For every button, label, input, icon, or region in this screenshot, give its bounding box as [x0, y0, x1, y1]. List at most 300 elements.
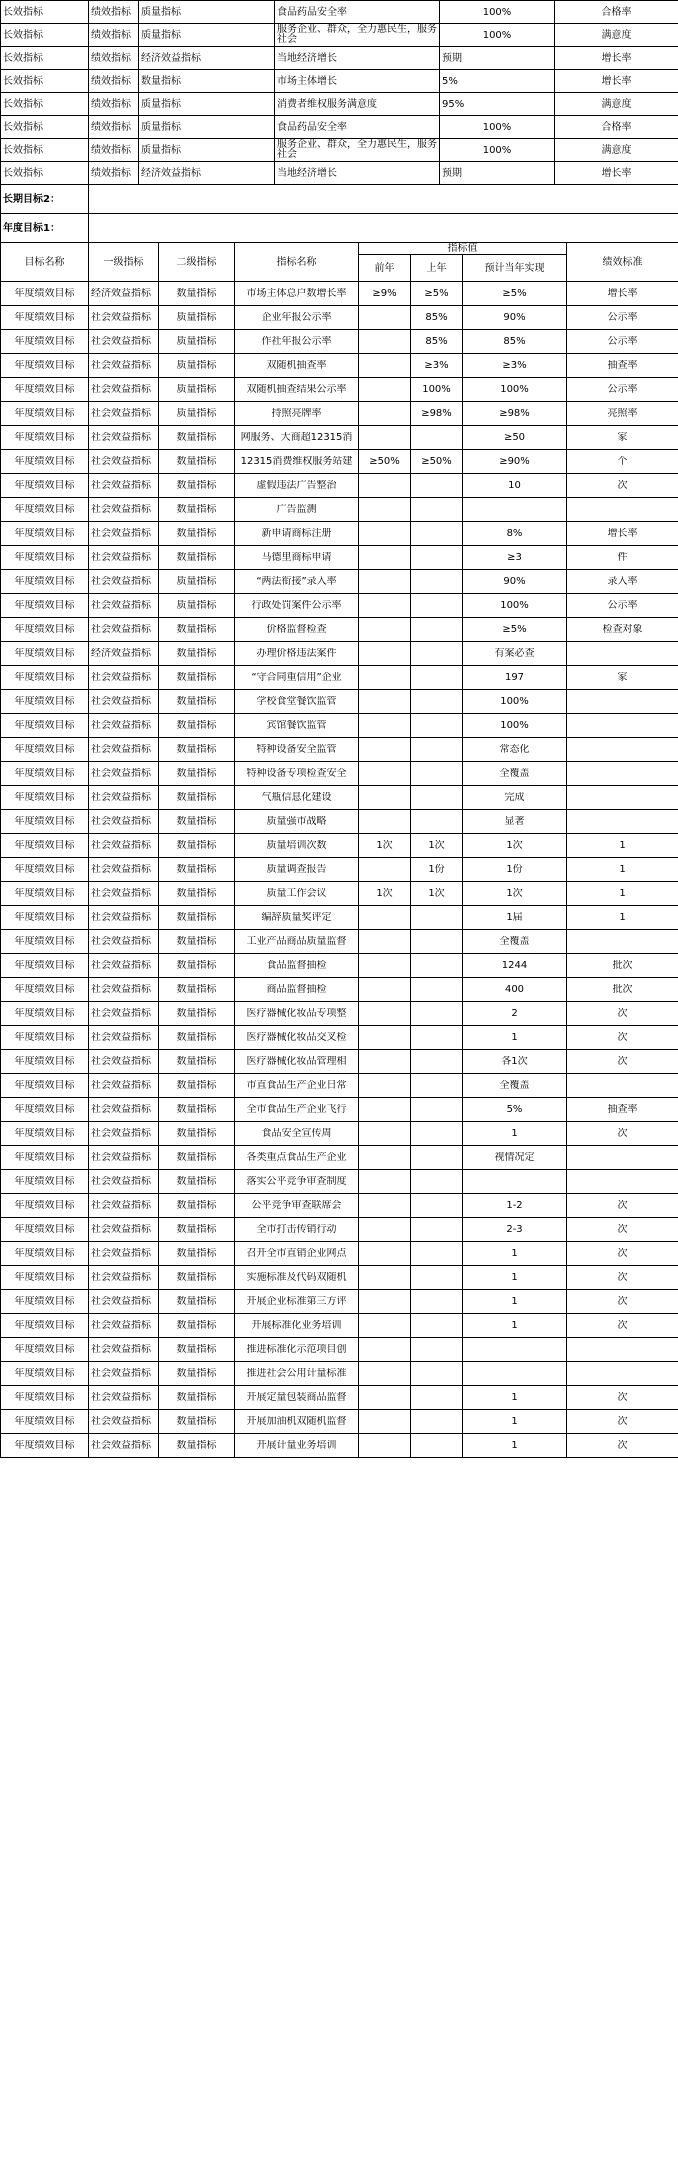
indicator-name-cell-text: 特种设备安全监管 [256, 744, 337, 755]
table-row [1, 378, 678, 402]
indicator-name-cell-text: 落实公平竞争审查制度 [246, 1176, 347, 1187]
expected-cell [463, 954, 567, 978]
target-name-cell [1, 1170, 89, 1194]
table-row [1, 498, 678, 522]
perf-standard-cell-text: 次 [617, 1008, 628, 1019]
level2-cell [159, 306, 235, 330]
top-cell: 绩效指标 [89, 139, 139, 162]
table-row [1, 1218, 678, 1242]
indicator-name-cell [235, 306, 359, 330]
level2-cell [159, 930, 235, 954]
table-row [1, 1386, 678, 1410]
prev-year-cell [359, 1362, 411, 1386]
top-cell: 质量指标 [139, 1, 275, 24]
expected-cell-text: ≥90% [499, 456, 530, 467]
last-year-cell-text: 85% [425, 312, 448, 323]
target-name-cell-text: 年度绩效目标 [14, 1272, 75, 1283]
prev-year-cell [359, 594, 411, 618]
level2-cell [159, 1026, 235, 1050]
expected-cell-text: 8% [506, 528, 523, 539]
target-name-cell-text: 年度绩效目标 [14, 744, 75, 755]
prev-year-cell-text: ≥9% [372, 288, 397, 299]
level2-cell [159, 1074, 235, 1098]
target-name-cell-text: 年度绩效目标 [14, 1296, 75, 1307]
level2-cell [159, 1218, 235, 1242]
level2-cell-text: 数量指标 [176, 864, 217, 875]
annual-target-label: 年度目标1： [1, 214, 89, 243]
prev-year-cell [359, 954, 411, 978]
level1-cell [89, 1194, 159, 1218]
expected-cell [463, 1002, 567, 1026]
level2-cell-text: 数量指标 [176, 816, 217, 827]
indicator-name-cell [235, 738, 359, 762]
level1-cell-text: 社会效益指标 [91, 1128, 151, 1139]
indicator-name-cell [235, 666, 359, 690]
expected-cell-text: 1 [511, 1296, 518, 1307]
target-name-cell [1, 834, 89, 858]
perf-standard-cell-text: 录入率 [607, 576, 638, 587]
perf-standard-cell [567, 1194, 678, 1218]
indicator-name-cell-text: “两法衔接”录入率 [256, 576, 337, 587]
level1-cell [89, 906, 159, 930]
level2-cell-text: 数量指标 [176, 696, 217, 707]
target-name-cell-text: 年度绩效目标 [14, 648, 75, 659]
last-year-cell [411, 1122, 463, 1146]
prev-year-cell [359, 1314, 411, 1338]
target-name-cell [1, 474, 89, 498]
prev-year-cell [359, 834, 411, 858]
table-row [1, 1434, 678, 1458]
top-cell: 增长率 [555, 47, 678, 70]
expected-cell [463, 546, 567, 570]
level2-cell [159, 1002, 235, 1026]
prev-year-cell [359, 810, 411, 834]
level2-cell-text: 数量指标 [176, 912, 217, 923]
header-level1: 一级指标 [89, 243, 159, 282]
perf-standard-cell [567, 1170, 678, 1194]
expected-cell-text: ≥3% [502, 360, 527, 371]
level2-cell [159, 570, 235, 594]
expected-cell-text: 1 [511, 1248, 518, 1259]
level2-cell [159, 1314, 235, 1338]
level1-cell [89, 666, 159, 690]
indicator-name-cell-text: 12315消费维权服务站建 [240, 456, 353, 467]
target-name-cell [1, 402, 89, 426]
perf-standard-cell-text: 次 [617, 1200, 628, 1211]
indicator-name-cell [235, 1386, 359, 1410]
perf-standard-cell [567, 1074, 678, 1098]
target-name-cell-text: 年度绩效目标 [14, 552, 75, 563]
table-row [1, 858, 678, 882]
level2-cell-text: 质量指标 [176, 408, 217, 419]
indicator-name-cell-text: 开展计量业务培训 [256, 1440, 337, 1451]
perf-standard-cell-text: 次 [617, 1248, 628, 1259]
last-year-cell [411, 618, 463, 642]
level2-cell [159, 1266, 235, 1290]
expected-cell-text: 1 [511, 1320, 518, 1331]
level1-cell [89, 1122, 159, 1146]
expected-cell [463, 1242, 567, 1266]
annual-target-value [89, 214, 678, 243]
top-row [1, 139, 678, 162]
level1-cell-text: 社会效益指标 [91, 336, 151, 347]
target-name-cell-text: 年度绩效目标 [14, 1008, 75, 1019]
table-row [1, 594, 678, 618]
perf-standard-cell [567, 810, 678, 834]
annual-indicator-table [0, 242, 678, 1458]
level1-cell [89, 1002, 159, 1026]
expected-cell [463, 498, 567, 522]
last-year-cell [411, 1314, 463, 1338]
target-name-cell [1, 546, 89, 570]
level2-cell [159, 474, 235, 498]
expected-cell [463, 1410, 567, 1434]
level1-cell-text: 社会效益指标 [91, 360, 151, 371]
perf-standard-cell-text: 批次 [612, 984, 633, 995]
level1-cell-text: 社会效益指标 [91, 936, 151, 947]
level2-cell [159, 426, 235, 450]
last-year-cell [411, 1362, 463, 1386]
level2-cell-text: 数量指标 [176, 1032, 217, 1043]
perf-standard-cell-text: 公示率 [607, 312, 638, 323]
target-name-cell [1, 594, 89, 618]
expected-cell [463, 330, 567, 354]
indicator-name-cell [235, 450, 359, 474]
expected-cell [463, 450, 567, 474]
expected-cell [463, 1386, 567, 1410]
level1-cell [89, 762, 159, 786]
level1-cell [89, 522, 159, 546]
target-name-cell [1, 1362, 89, 1386]
expected-cell-text: 1届 [506, 912, 523, 923]
top-cell: 服务企业、群众，全力惠民生，服务社会 [275, 139, 440, 162]
target-name-cell-text: 年度绩效目标 [14, 528, 75, 539]
indicator-name-cell [235, 402, 359, 426]
expected-cell [463, 714, 567, 738]
expected-cell-text: 90% [503, 312, 526, 323]
indicator-name-cell [235, 1362, 359, 1386]
header-perf-standard: 绩效标准 [567, 243, 678, 282]
prev-year-cell [359, 978, 411, 1002]
header-target-name: 目标名称 [1, 243, 89, 282]
level1-cell-text: 社会效益指标 [91, 1104, 151, 1115]
level2-cell-text: 数量指标 [176, 1128, 217, 1139]
level1-cell-text: 社会效益指标 [91, 1008, 151, 1019]
indicator-name-cell-text: 医疗器械化妆品管理相 [246, 1056, 347, 1067]
indicator-name-cell-text: 开展标准化业务培训 [251, 1320, 342, 1331]
target-name-cell-text: 年度绩效目标 [14, 1320, 75, 1331]
target-name-cell [1, 1002, 89, 1026]
expected-cell [463, 1290, 567, 1314]
level2-cell [159, 954, 235, 978]
table-row [1, 1098, 678, 1122]
target-name-cell-text: 年度绩效目标 [14, 864, 75, 875]
level2-cell-text: 数量指标 [176, 1200, 217, 1211]
level1-cell-text: 经济效益指标 [91, 648, 151, 659]
level1-cell-text: 社会效益指标 [91, 384, 151, 395]
top-cell: 质量指标 [139, 139, 275, 162]
perf-standard-cell [567, 858, 678, 882]
long-term-target-value [89, 185, 678, 214]
prev-year-cell-text: 1次 [376, 888, 393, 899]
last-year-cell [411, 1002, 463, 1026]
level1-cell [89, 882, 159, 906]
table-row [1, 786, 678, 810]
expected-cell-text: 视情况定 [494, 1152, 535, 1163]
top-row [1, 116, 678, 139]
last-year-cell [411, 450, 463, 474]
target-name-cell-text: 年度绩效目标 [14, 1152, 75, 1163]
indicator-name-cell-text: 质量强市战略 [266, 816, 327, 827]
expected-cell-text: 1244 [501, 960, 528, 971]
expected-cell [463, 906, 567, 930]
level2-cell-text: 数量指标 [176, 1440, 217, 1451]
perf-standard-cell [567, 594, 678, 618]
level2-cell [159, 546, 235, 570]
expected-cell [463, 1026, 567, 1050]
indicator-name-cell-text: 食品安全宣传周 [261, 1128, 332, 1139]
top-row [1, 1, 678, 24]
level1-cell [89, 426, 159, 450]
level2-cell [159, 282, 235, 306]
indicator-name-cell [235, 882, 359, 906]
perf-standard-cell [567, 1002, 678, 1026]
last-year-cell [411, 1290, 463, 1314]
prev-year-cell [359, 1122, 411, 1146]
table-row [1, 522, 678, 546]
target-name-cell-text: 年度绩效目标 [14, 624, 75, 635]
top-cell: 质量指标 [139, 93, 275, 116]
perf-standard-cell [567, 1026, 678, 1050]
top-cell: 长效指标 [1, 70, 89, 93]
last-year-cell [411, 666, 463, 690]
last-year-cell [411, 498, 463, 522]
perf-standard-cell-text: 家 [617, 672, 628, 683]
expected-cell-text: ≥3 [507, 552, 522, 563]
indicator-name-cell-text: 开展定量包装商品监督 [246, 1392, 347, 1403]
level1-cell-text: 社会效益指标 [91, 864, 151, 875]
top-cell: 预期 [440, 162, 555, 185]
header-indicator-name: 指标名称 [235, 243, 359, 282]
last-year-cell [411, 1026, 463, 1050]
expected-cell [463, 1146, 567, 1170]
level1-cell [89, 618, 159, 642]
last-year-cell [411, 522, 463, 546]
level2-cell-text: 数量指标 [176, 840, 217, 851]
top-cell: 100% [440, 24, 555, 47]
level1-cell-text: 社会效益指标 [91, 1176, 151, 1187]
indicator-name-cell-text: 双随机抽查率 [266, 360, 327, 371]
level2-cell-text: 数量指标 [176, 504, 217, 515]
target-name-cell-text: 年度绩效目标 [14, 1248, 75, 1259]
perf-standard-cell [567, 570, 678, 594]
last-year-cell-text: 1次 [428, 888, 445, 899]
target-name-cell [1, 1434, 89, 1458]
table-row [1, 1170, 678, 1194]
perf-standard-cell [567, 378, 678, 402]
last-year-cell [411, 786, 463, 810]
perf-standard-cell-text: 1 [619, 840, 626, 851]
indicator-name-cell [235, 810, 359, 834]
indicator-name-cell [235, 858, 359, 882]
level2-cell-text: 数量指标 [176, 720, 217, 731]
indicator-name-cell [235, 1170, 359, 1194]
level1-cell-text: 社会效益指标 [91, 1224, 151, 1235]
top-cell: 质量指标 [139, 24, 275, 47]
level1-cell [89, 378, 159, 402]
indicator-name-cell [235, 1338, 359, 1362]
indicator-name-cell [235, 1218, 359, 1242]
target-name-cell [1, 330, 89, 354]
level2-cell [159, 1122, 235, 1146]
table-row [1, 1026, 678, 1050]
perf-standard-cell-text: 亮照率 [607, 408, 638, 419]
expected-cell-text: 1 [511, 1416, 518, 1427]
indicator-name-cell-text: 公平竞争审查联席会 [251, 1200, 342, 1211]
expected-cell-text: ≥5% [502, 624, 527, 635]
target-name-cell [1, 954, 89, 978]
target-name-cell-text: 年度绩效目标 [14, 1032, 75, 1043]
level1-cell [89, 714, 159, 738]
level2-cell [159, 714, 235, 738]
indicator-name-cell-text: 网服务、大商超12315消 [240, 432, 353, 443]
indicator-name-cell-text: 开展加油机双随机监督 [246, 1416, 347, 1427]
level1-cell-text: 社会效益指标 [91, 672, 151, 683]
table-row [1, 1074, 678, 1098]
last-year-cell [411, 570, 463, 594]
last-year-cell [411, 1098, 463, 1122]
table-row [1, 642, 678, 666]
perf-standard-cell [567, 834, 678, 858]
level2-cell [159, 1050, 235, 1074]
last-year-cell [411, 306, 463, 330]
table-row [1, 354, 678, 378]
perf-standard-cell [567, 690, 678, 714]
prev-year-cell [359, 786, 411, 810]
top-cell: 长效指标 [1, 1, 89, 24]
expected-cell-text: 100% [500, 696, 529, 707]
indicator-name-cell-text: 虚假违法广告整治 [256, 480, 337, 491]
indicator-name-cell [235, 378, 359, 402]
top-cell: 长效指标 [1, 93, 89, 116]
target-name-cell-text: 年度绩效目标 [14, 1104, 75, 1115]
indicator-name-cell-text: 工业产品商品质量监督 [246, 936, 347, 947]
prev-year-cell [359, 498, 411, 522]
indicator-name-cell [235, 1146, 359, 1170]
target-name-cell [1, 354, 89, 378]
top-cell: 服务企业、群众，全力惠民生，服务社会 [275, 24, 440, 47]
level1-cell-text: 社会效益指标 [91, 816, 151, 827]
indicator-name-cell-text: 马德里商标申请 [261, 552, 332, 563]
perf-standard-cell-text: 次 [617, 1272, 628, 1283]
expected-cell-text: 1次 [506, 888, 523, 899]
indicator-name-cell [235, 1050, 359, 1074]
level1-cell [89, 1146, 159, 1170]
top-cell: 100% [440, 1, 555, 24]
level2-cell-text: 数量指标 [176, 1320, 217, 1331]
top-cell: 增长率 [555, 70, 678, 93]
last-year-cell [411, 1146, 463, 1170]
indicator-name-cell-text: 医疗器械化妆品交叉检 [246, 1032, 347, 1043]
level1-cell [89, 1290, 159, 1314]
perf-standard-cell [567, 1146, 678, 1170]
prev-year-cell [359, 930, 411, 954]
top-cell: 100% [440, 116, 555, 139]
indicator-name-cell [235, 786, 359, 810]
prev-year-cell [359, 882, 411, 906]
level1-cell-text: 社会效益指标 [91, 1392, 151, 1403]
prev-year-cell [359, 1338, 411, 1362]
table-row [1, 1194, 678, 1218]
target-name-cell-text: 年度绩效目标 [14, 312, 75, 323]
level2-cell-text: 数量指标 [176, 1152, 217, 1163]
level1-cell-text: 社会效益指标 [91, 744, 151, 755]
prev-year-cell [359, 1218, 411, 1242]
perf-standard-cell-text: 增长率 [607, 288, 638, 299]
table-row [1, 1266, 678, 1290]
indicator-name-cell-text: 持照亮牌率 [271, 408, 322, 419]
target-name-cell [1, 522, 89, 546]
prev-year-cell-text: 1次 [376, 840, 393, 851]
table-row [1, 1122, 678, 1146]
last-year-cell [411, 1050, 463, 1074]
perf-standard-cell [567, 1410, 678, 1434]
top-cell: 绩效指标 [89, 70, 139, 93]
expected-cell-text: 各1次 [501, 1056, 528, 1067]
top-cell: 绩效指标 [89, 116, 139, 139]
level1-cell [89, 858, 159, 882]
indicator-name-cell-text: 企业年报公示率 [261, 312, 332, 323]
indicator-name-cell-text: 作社年报公示率 [261, 336, 332, 347]
level1-cell-text: 社会效益指标 [91, 1152, 151, 1163]
level1-cell-text: 社会效益指标 [91, 1368, 151, 1379]
expected-cell-text: 90% [503, 576, 526, 587]
level2-cell [159, 642, 235, 666]
top-cell: 100% [440, 139, 555, 162]
target-name-cell [1, 450, 89, 474]
table-row [1, 1050, 678, 1074]
header-prev-year: 前年 [359, 255, 411, 282]
top-cell: 5% [440, 70, 555, 93]
level2-cell-text: 数量指标 [176, 1008, 217, 1019]
expected-cell-text: 2-3 [506, 1224, 523, 1235]
perf-standard-cell [567, 642, 678, 666]
indicator-name-cell-text: 商品监督抽检 [266, 984, 327, 995]
perf-standard-cell [567, 1362, 678, 1386]
level1-cell-text: 社会效益指标 [91, 1032, 151, 1043]
prev-year-cell [359, 474, 411, 498]
level1-cell-text: 社会效益指标 [91, 1080, 151, 1091]
perf-standard-cell-text: 次 [617, 1416, 628, 1427]
perf-standard-cell-text: 个 [617, 456, 628, 467]
perf-standard-cell [567, 354, 678, 378]
level2-cell [159, 498, 235, 522]
prev-year-cell [359, 426, 411, 450]
target-name-cell [1, 1338, 89, 1362]
prev-year-cell [359, 1098, 411, 1122]
perf-standard-cell-text: 次 [617, 1320, 628, 1331]
target-name-cell [1, 426, 89, 450]
target-name-cell [1, 882, 89, 906]
target-name-cell [1, 1050, 89, 1074]
target-name-cell-text: 年度绩效目标 [14, 1128, 75, 1139]
prev-year-cell [359, 354, 411, 378]
prev-year-cell [359, 1002, 411, 1026]
top-section [1, 1, 678, 185]
table-row [1, 762, 678, 786]
indicator-name-cell-text: 食品监督抽检 [266, 960, 327, 971]
expected-cell [463, 666, 567, 690]
